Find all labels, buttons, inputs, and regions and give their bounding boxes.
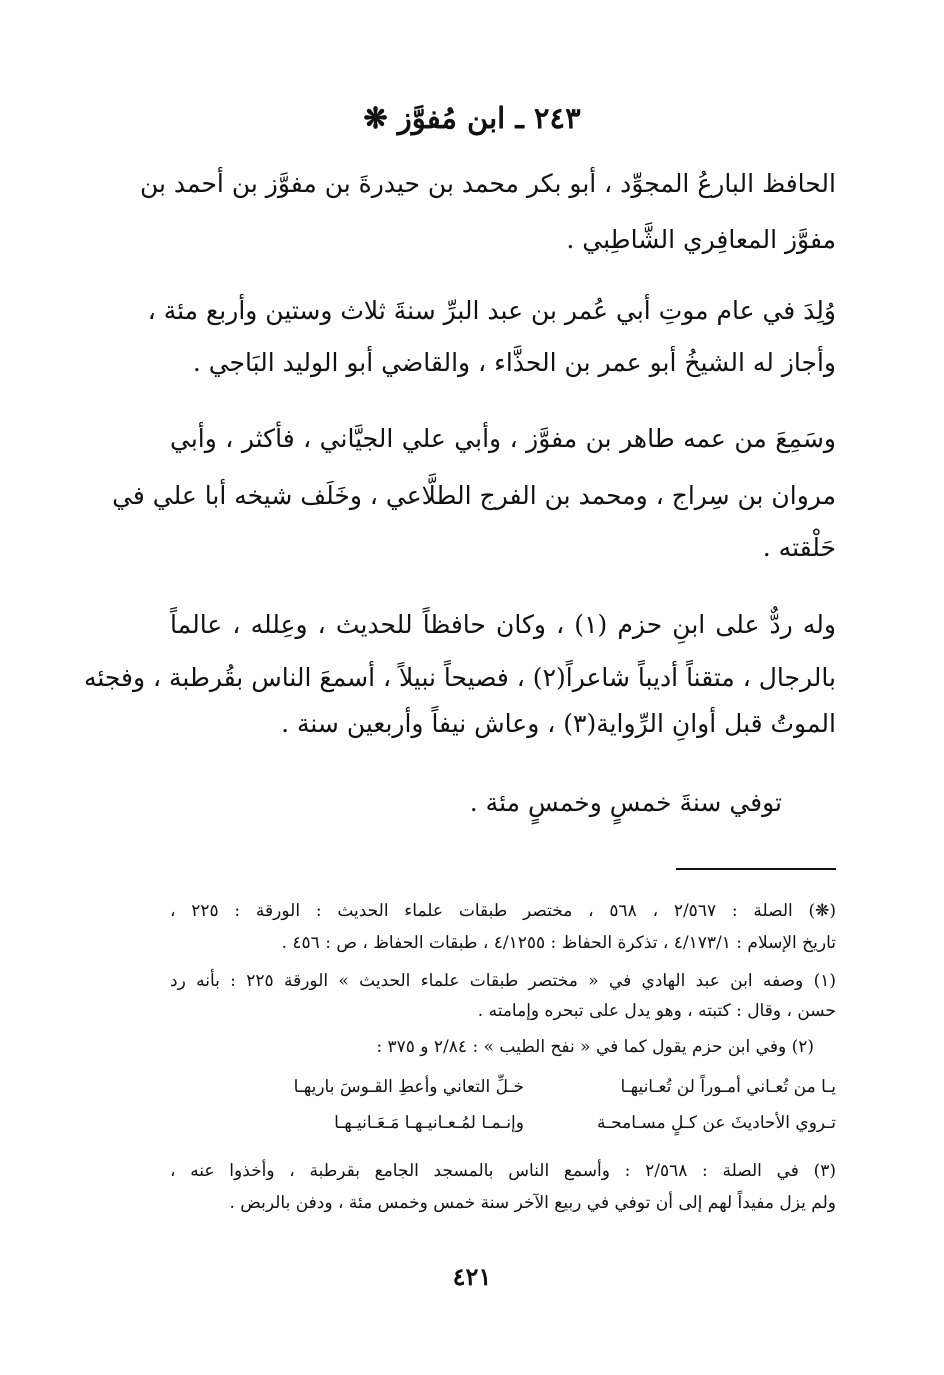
paragraph-2-line-1: وُلِدَ في عام موتِ أبي عُمر بن عبد البرِّ سنةَ ثلاث وستين وأربع مئة ، xyxy=(147,296,836,325)
paragraph-5-line-1: توفي سنةَ خمسٍ وخمسٍ مئة . xyxy=(469,788,782,817)
page-number: ٤٢١ xyxy=(452,1262,492,1291)
footnote-divider xyxy=(676,868,836,870)
footnote-3-line-2: ولم يزل مفيداً لهم إلى أن توفي في ربيع الآخر سنة خمس وخمس مئة ، ودفن بالربض . xyxy=(229,1193,836,1213)
verse-2-first-hemistich: تـروي الأحاديثَ عن كـلٍ مسـامحـة xyxy=(597,1113,836,1133)
verse-2-second-hemistich: وإنـمـا لمُـعـانيـهـا مَـعَـانيـهـا xyxy=(334,1113,524,1133)
verse-1-first-hemistich: يـا من تُعـاني أمـوراً لن تُعـانيهـا xyxy=(620,1077,836,1097)
paragraph-4-line-1: وله ردٌّ على ابنِ حزم (١) ، وكان حافظاً للحديث ، وعِلله ، عالماً xyxy=(170,610,836,639)
paragraph-4-line-2: بالرجال ، متقناً أديباً شاعراً(٢) ، فصيحاً نبيلاً ، أسمعَ الناس بقُرطبة ، وفجئه xyxy=(83,663,836,692)
footnote-source-line-1: (❋) الصلة : ٢/٥٦٧ ، ٥٦٨ ، مختصر طبقات علماء الحديث : الورقة : ٢٢٥ ، xyxy=(170,901,837,921)
footnote-source-line-2: تاريخ الإسلام : ٤/١٧٣/١ ، تذكرة الحفاظ : ٤/١٢٥٥ ، طبقات الحفاظ ، ص : ٤٥٦ . xyxy=(281,933,836,953)
verse-1-second-hemistich: خـلِّ التعاني وأعطِ القـوسَ باريهـا xyxy=(293,1077,524,1097)
paragraph-1-line-2: مفوَّز المعافِري الشَّاطِبي . xyxy=(566,225,836,254)
footnote-3-line-1: (٣) في الصلة : ٢/٥٦٨ : وأسمع الناس بالمسجد الجامع بقرطبة ، وأخذوا عنه ، xyxy=(170,1161,836,1181)
page-heading: ٢٤٣ ـ ابن مُفوَّز ❋ xyxy=(363,101,581,135)
paragraph-2-line-2: وأجاز له الشيخُ أبو عمر بن الحذَّاء ، والقاضي أبو الوليد البَاجي . xyxy=(192,348,836,377)
paragraph-3-line-2: مروان بن سِراج ، ومحمد بن الفرج الطلَّاعي ، وخَلَف شيخه أبا علي في xyxy=(112,481,836,510)
footnote-2-intro: (٢) وفي ابن حزم يقول كما في « نفح الطيب » : ٢/٨٤ و ٣٧٥ : xyxy=(376,1037,814,1057)
footnote-1-line-2: حسن ، وقال : كتبته ، وهو يدل على تبحره وإمامته . xyxy=(477,1001,836,1021)
paragraph-3-line-3: حَلْقته . xyxy=(762,533,836,562)
paragraph-4-line-3: الموتُ قبل أوانِ الرِّواية(٣) ، وعاش نيفاً وأربعين سنة . xyxy=(281,709,836,738)
paragraph-1-line-1: الحافظ البارعُ المجوِّد ، أبو بكر محمد بن حيدرةَ بن مفوَّز بن أحمد بن xyxy=(139,169,836,198)
footnote-1-line-1: (١) وصفه ابن عبد الهادي في « مختصر طبقات علماء الحديث » الورقة ٢٢٥ : بأنه رد xyxy=(170,971,836,991)
paragraph-3-line-1: وسَمِعَ من عمه طاهر بن مفوَّز ، وأبي علي الجيَّاني ، فأكثر ، وأبي xyxy=(170,424,836,453)
